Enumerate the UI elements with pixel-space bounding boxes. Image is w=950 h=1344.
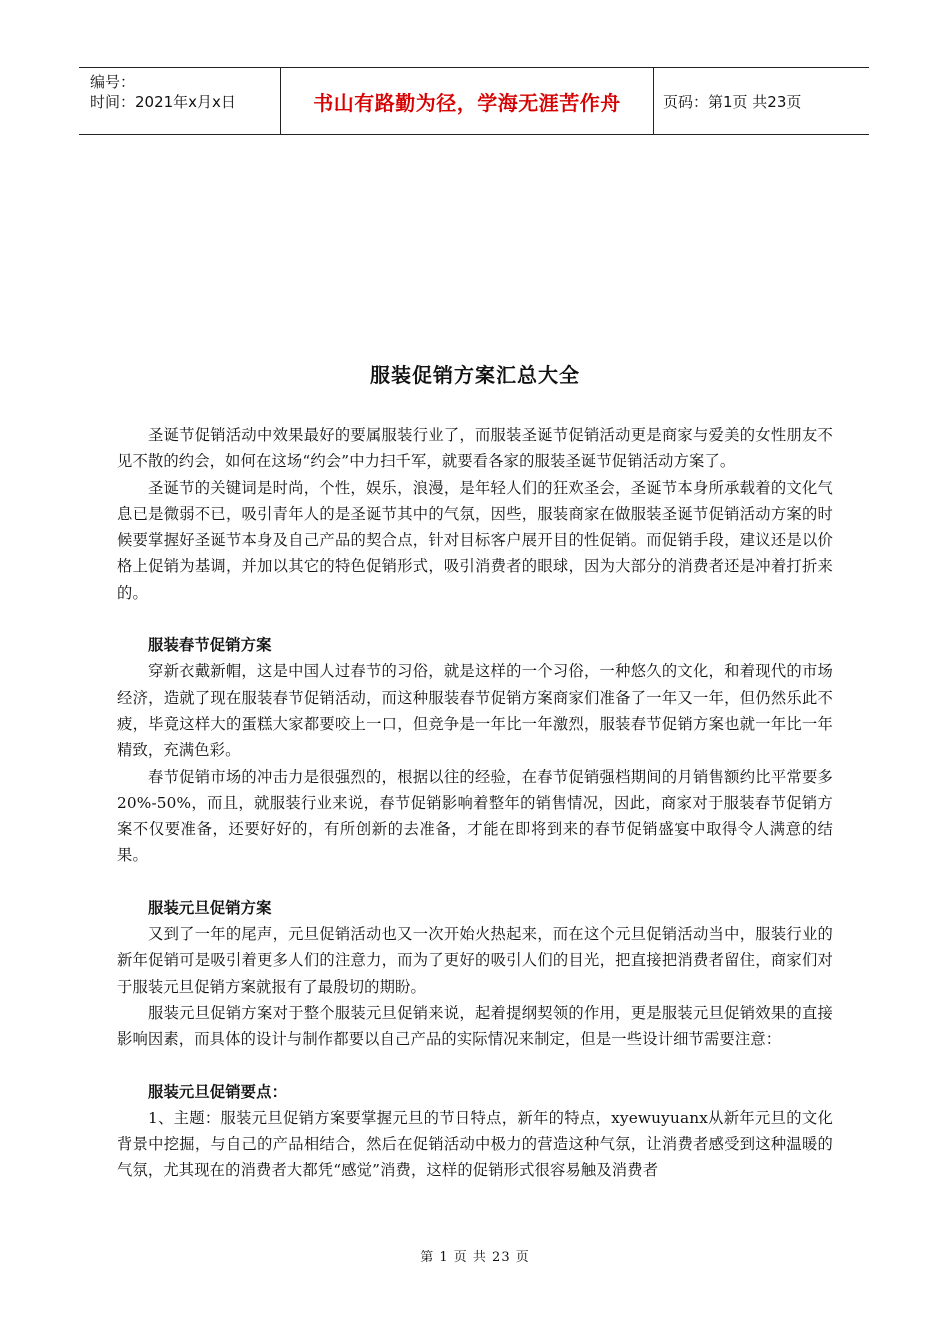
document-title: 服装促销方案汇总大全 — [370, 363, 580, 387]
page-footer: 第 1 页 共 23 页 — [420, 1250, 530, 1265]
section-heading-key-points: 服装元旦促销要点： — [148, 1082, 288, 1101]
section-paragraph: 又到了一年的尾声，元旦促销活动也又一次开始火热起来，而在这个元旦促销活动当中，服装行业的新年促销可是吸引着更多人们的注意力，而为了更好的吸引人们的目光，把直接把消费者留住，商家们对于服装元旦促销方案就报有了最殷切的期盼。 — [117, 925, 833, 996]
number-label: 编号： — [90, 73, 136, 91]
header-motto: 书山有路勤为径，学海无涯苦作舟 — [281, 68, 654, 134]
header-meta — [79, 68, 281, 134]
section-paragraph: 服装元旦促销方案对于整个服装元旦促销来说，起着提纲契领的作用，更是服装元旦促销效果的直接影响因素，而具体的设计与制作都要以自己产品的实际情况来制定，但是一些设计细节需要注意： — [117, 1003, 833, 1049]
section-heading-newyear: 服装元旦促销方案 — [148, 898, 272, 917]
intro-paragraph: 圣诞节促销活动中效果最好的要属服装行业了，而服装圣诞节促销活动更是商家与爱美的女性朋友不见不散的约会，如何在这场“约会”中力扫千军，就要看各家的服装圣诞节促销活动方案了。 — [117, 426, 833, 471]
document-body — [117, 422, 833, 1184]
section-heading-spring: 服装春节促销方案 — [148, 636, 272, 655]
intro-paragraph: 圣诞节的关键词是时尚，个性，娱乐，浪漫，是年轻人们的狂欢圣会，圣诞节本身所承载着的文化气息已是微弱不已，吸引青年人的是圣诞节其中的气氛，因些，服装商家在做服装圣诞节促销活动方案的时候要掌握好圣诞节本身及自己产品的契合点，针对目标客户展开目的性促销。而促销手段，建议还是以价格上促销为基调，并加以其它的特色促销形式，吸引消费者的眼球，因为大部分的消费者还是冲着打折来的。 — [117, 478, 833, 602]
header-page-info: 页码：第1页 共23页 — [663, 92, 802, 111]
date-label: 时间：2021年x月x日 — [90, 93, 236, 111]
section-paragraph: 春节促销市场的冲击力是很强烈的，根据以往的经验，在春节促销强档期间的月销售额约比平常要多20%-50%，而且，就服装行业来说，春节促销影响着整年的销售情况，因此，商家对于服装春节促销方案不仅要准备，还要好好的，有所创新的去准备，才能在即将到来的春节促销盛宴中取得令人满意的结果。 — [117, 767, 833, 865]
section-paragraph: 穿新衣戴新帽，这是中国人过春节的习俗，就是这样的一个习俗，一种悠久的文化，和着现代的市场经济，造就了现在服装春节促销活动，而这种服装春节促销方案商家们准备了一年又一年，但仍然乐此不疲，毕竟这样大的蛋糕大家都要咬上一口，但竞争是一年比一年激烈，服装春节促销方案也就一年比一年精致，充满色彩。 — [117, 662, 833, 760]
page-header — [79, 67, 869, 135]
section-paragraph: 1、主题：服装元旦促销方案要掌握元旦的节日特点，新年的特点，xyewuyuanx从新年元旦的文化背景中挖掘，与自己的产品相结合，然后在促销活动中极力的营造这种气氛，让消费者感受到这种温暖的气氛，尤其现在的消费者大都凭“感觉”消费，这样的促销形式很容易触及消费者 — [117, 1108, 833, 1180]
